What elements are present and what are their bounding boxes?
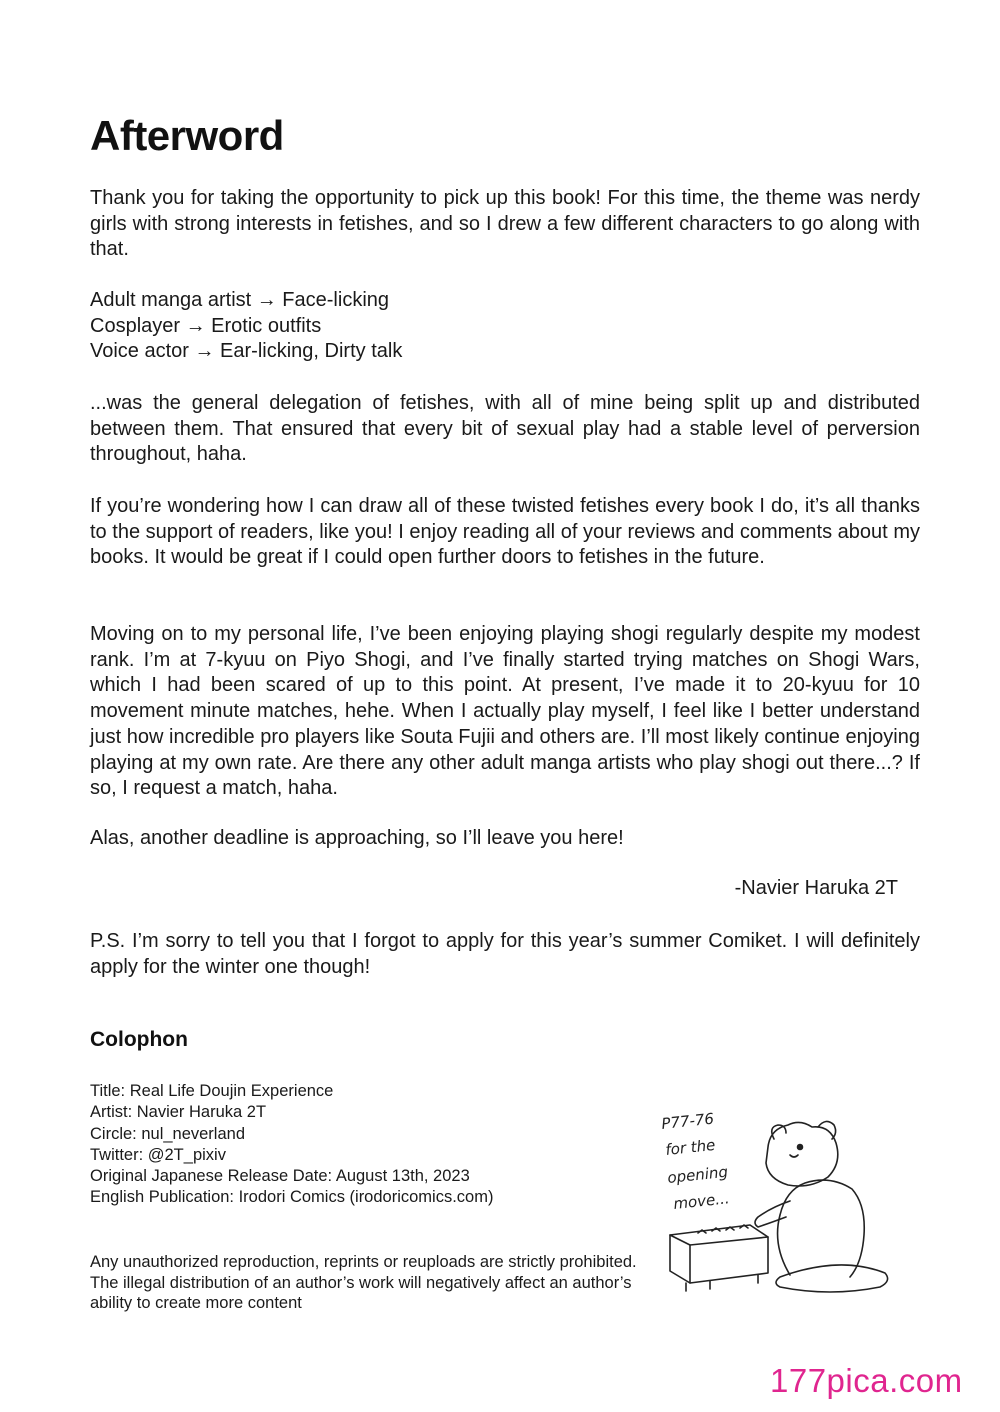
caption-line: P77-76 — [660, 1109, 715, 1133]
colophon-twitter: Twitter: @2T_pixiv — [90, 1145, 226, 1164]
caption-line: opening — [666, 1162, 729, 1187]
bear-nose — [790, 1155, 798, 1157]
paragraph-delegation: ...was the general delegation of fetishes, with all of mine being split up and distributed between them. That ensured that every bit of sexual play had a stable level of perversion throughout, haha. — [90, 392, 920, 466]
shogi-bear-illustration — [640, 1105, 900, 1310]
copyright-notice: Any unauthorized reproduction, reprints or reuploads are strictly prohibited. The illegal distribution of an author’s work will negatively affect an author’s ability to create more content — [90, 1253, 637, 1312]
caption-line: for the — [664, 1135, 717, 1159]
fetish-list — [90, 288, 920, 365]
bear-body — [778, 1180, 865, 1277]
paragraph-shogi: Moving on to my personal life, I’ve been enjoying playing shogi regularly despite my modest rank. I’m at 7-kyuu on Piyo Shogi, and I’ve finally started trying matches on Shogi Wars, which I had been scared of up to this point. At present, I’ve made it to 20-kyuu for 10 movement minute matches, hehe. When I actually play myself, I feel like I better understand just how incredible pro players like Souta Fujii and others are. I’ll most likely continue enjoying playing at my own rate. Are there any other adult manga artists who play shogi out there...? If so, I request a match, haha. — [90, 623, 920, 800]
bear-head — [766, 1122, 838, 1186]
paragraph-ps: P.S. I’m sorry to tell you that I forgot to apply for this year’s summer Comiket. I will definitely apply for the winter one though! — [90, 930, 920, 978]
shogi-board — [670, 1225, 768, 1283]
caption-line: move... — [672, 1189, 731, 1213]
signature: -Navier Haruka 2T — [734, 877, 898, 899]
bear-arm — [755, 1201, 790, 1227]
bear-eye — [798, 1145, 803, 1150]
colophon-heading: Colophon — [90, 1028, 188, 1051]
list-item: Cosplayer → Erotic outfits — [90, 314, 322, 337]
paragraph-intro: Thank you for taking the opportunity to pick up this book! For this time, the theme was nerdy girls with strong interests in fetishes, and so I drew a few different characters to go along with that. — [90, 187, 920, 261]
page-title: Afterword — [90, 112, 284, 159]
colophon-release-date: Original Japanese Release Date: August 13th, 2023 — [90, 1167, 470, 1186]
colophon-list — [90, 1081, 610, 1209]
colophon-publication: English Publication: Irodori Comics (irodoricomics.com) — [90, 1188, 494, 1207]
paragraph-support: If you’re wondering how I can draw all of these twisted fetishes every book I do, it’s all thanks to the support of readers, like you! I enjoy reading all of your reviews and comments about my books. It would be great if I could open further doors to fetishes in the future. — [90, 495, 920, 569]
colophon-title: Title: Real Life Doujin Experience — [90, 1082, 334, 1100]
colophon-circle: Circle: nul_neverland — [90, 1124, 246, 1143]
watermark: 177pica.com — [770, 1362, 963, 1399]
cushion — [776, 1265, 888, 1292]
colophon-artist: Artist: Navier Haruka 2T — [90, 1103, 267, 1122]
list-item: Adult manga artist → Face-licking — [90, 289, 390, 311]
list-item: Voice actor → Ear-licking, Dirty talk — [90, 340, 403, 363]
paragraph-farewell: Alas, another deadline is approaching, so I’ll leave you here! — [90, 827, 624, 849]
